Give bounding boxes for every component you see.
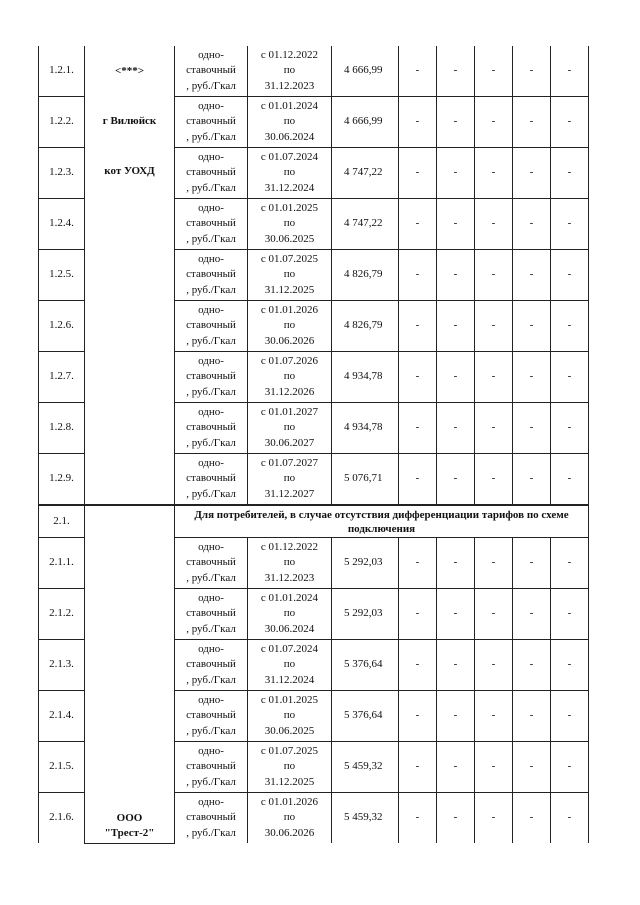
empty-value: - bbox=[513, 538, 551, 589]
empty-value: - bbox=[475, 538, 513, 589]
empty-value: - bbox=[399, 97, 437, 148]
period-line: с 01.12.2022 bbox=[260, 48, 319, 61]
empty-value: - bbox=[437, 199, 475, 250]
tariff-unit-line: ставочный bbox=[186, 421, 236, 434]
organization-line: г Вилюйск bbox=[102, 115, 157, 127]
empty-value: - bbox=[475, 742, 513, 793]
price-value: 4 934,78 bbox=[332, 352, 399, 403]
price-value: 4 747,22 bbox=[332, 148, 399, 199]
empty-value: - bbox=[437, 538, 475, 589]
table-row bbox=[39, 46, 589, 97]
empty-value: - bbox=[551, 403, 589, 454]
period-line: по bbox=[283, 421, 296, 434]
tariff-table bbox=[38, 46, 589, 844]
empty-value: - bbox=[437, 46, 475, 97]
period-line: по bbox=[283, 472, 296, 485]
period-line: 31.12.2024 bbox=[264, 181, 315, 194]
tariff-unit-line: , руб./Гкал bbox=[186, 385, 236, 398]
tariff-unit-line: одно- bbox=[198, 744, 224, 757]
empty-value: - bbox=[399, 46, 437, 97]
tariff-unit-cell bbox=[175, 538, 248, 589]
empty-value: - bbox=[399, 199, 437, 250]
empty-value: - bbox=[551, 589, 589, 640]
period-cell bbox=[248, 589, 332, 640]
period-cell bbox=[248, 793, 332, 844]
period-line: по bbox=[283, 64, 296, 77]
organization-name: ООО "Трест-2" bbox=[104, 811, 155, 839]
price-value: 5 292,03 bbox=[332, 589, 399, 640]
price-value: 4 666,99 bbox=[332, 46, 399, 97]
tariff-unit-cell bbox=[175, 793, 248, 844]
period-line: по bbox=[283, 370, 296, 383]
period-line: по bbox=[283, 811, 296, 824]
empty-value: - bbox=[399, 148, 437, 199]
tariff-unit-cell bbox=[175, 589, 248, 640]
row-number: 1.2.1. bbox=[39, 46, 85, 97]
period-line: 30.06.2024 bbox=[264, 622, 315, 635]
tariff-unit-line: , руб./Гкал bbox=[186, 79, 236, 92]
empty-value: - bbox=[475, 148, 513, 199]
period-line: по bbox=[283, 607, 296, 620]
tariff-unit-cell bbox=[175, 352, 248, 403]
empty-value: - bbox=[551, 640, 589, 691]
tariff-unit-line: , руб./Гкал bbox=[186, 283, 236, 296]
empty-value: - bbox=[399, 589, 437, 640]
price-value: 4 666,99 bbox=[332, 97, 399, 148]
price-value: 5 459,32 bbox=[332, 742, 399, 793]
empty-value: - bbox=[475, 301, 513, 352]
period-line: по bbox=[283, 709, 296, 722]
tariff-unit-line: , руб./Гкал bbox=[186, 130, 236, 143]
section-header-text: Для потребителей, в случае отсутствия дифференциации тарифов по схеме подключения bbox=[175, 505, 589, 538]
organization-stack bbox=[85, 46, 174, 504]
row-number: 2.1.2. bbox=[39, 589, 85, 640]
tariff-unit-cell bbox=[175, 250, 248, 301]
empty-value: - bbox=[437, 352, 475, 403]
row-number: 1.2.5. bbox=[39, 250, 85, 301]
empty-value: - bbox=[475, 589, 513, 640]
period-line: по bbox=[283, 166, 296, 179]
empty-value: - bbox=[513, 742, 551, 793]
tariff-unit-line: одно- bbox=[198, 693, 224, 706]
period-line: с 01.12.2022 bbox=[260, 540, 319, 553]
tariff-unit-cell bbox=[175, 199, 248, 250]
period-line: 31.12.2024 bbox=[264, 673, 315, 686]
row-number: 1.2.3. bbox=[39, 148, 85, 199]
row-number: 2.1.5. bbox=[39, 742, 85, 793]
tariff-unit-line: , руб./Гкал bbox=[186, 436, 236, 449]
tariff-unit-line: одно- bbox=[198, 591, 224, 604]
empty-value: - bbox=[551, 199, 589, 250]
empty-value: - bbox=[475, 46, 513, 97]
empty-value: - bbox=[437, 250, 475, 301]
period-cell bbox=[248, 403, 332, 454]
empty-value: - bbox=[399, 250, 437, 301]
tariff-unit-cell bbox=[175, 301, 248, 352]
period-line: по bbox=[283, 760, 296, 773]
tariff-unit-line: одно- bbox=[198, 252, 224, 265]
empty-value: - bbox=[475, 793, 513, 844]
empty-value: - bbox=[437, 793, 475, 844]
tariff-unit-line: , руб./Гкал bbox=[186, 232, 236, 245]
empty-value: - bbox=[513, 640, 551, 691]
period-line: 31.12.2025 bbox=[264, 283, 315, 296]
tariff-unit-line: одно- bbox=[198, 48, 224, 61]
empty-value: - bbox=[399, 301, 437, 352]
tariff-unit-line: ставочный bbox=[186, 166, 236, 179]
empty-value: - bbox=[551, 454, 589, 506]
tariff-unit-line: одно- bbox=[198, 354, 224, 367]
empty-value: - bbox=[513, 793, 551, 844]
tariff-unit-cell bbox=[175, 454, 248, 506]
empty-value: - bbox=[551, 97, 589, 148]
price-value: 5 292,03 bbox=[332, 538, 399, 589]
empty-value: - bbox=[437, 301, 475, 352]
period-line: с 01.01.2026 bbox=[260, 303, 319, 316]
empty-value: - bbox=[399, 403, 437, 454]
tariff-unit-line: ставочный bbox=[186, 115, 236, 128]
tariff-unit-line: ставочный bbox=[186, 268, 236, 281]
empty-value: - bbox=[437, 454, 475, 506]
period-cell bbox=[248, 46, 332, 97]
period-line: с 01.07.2026 bbox=[260, 354, 319, 367]
price-value: 4 934,78 bbox=[332, 403, 399, 454]
period-cell bbox=[248, 301, 332, 352]
empty-value: - bbox=[513, 250, 551, 301]
organization-cell-2 bbox=[85, 505, 175, 843]
empty-value: - bbox=[399, 742, 437, 793]
tariff-unit-line: одно- bbox=[198, 150, 224, 163]
period-line: с 01.07.2024 bbox=[260, 642, 319, 655]
row-number: 2.1.3. bbox=[39, 640, 85, 691]
organization-line: кот УОХД bbox=[104, 165, 155, 177]
tariff-unit-line: одно- bbox=[198, 303, 224, 316]
tariff-unit-line: , руб./Гкал bbox=[186, 487, 236, 500]
tariff-unit-line: одно- bbox=[198, 642, 224, 655]
empty-value: - bbox=[437, 589, 475, 640]
period-line: с 01.01.2025 bbox=[260, 201, 319, 214]
tariff-unit-line: ставочный bbox=[186, 556, 236, 569]
tariff-unit-line: ставочный bbox=[186, 217, 236, 230]
tariff-unit-line: , руб./Гкал bbox=[186, 724, 236, 737]
tariff-unit-cell bbox=[175, 691, 248, 742]
tariff-unit-line: , руб./Гкал bbox=[186, 826, 236, 839]
tariff-table-body bbox=[39, 46, 589, 843]
period-line: по bbox=[283, 115, 296, 128]
price-value: 5 376,64 bbox=[332, 691, 399, 742]
tariff-unit-line: ставочный bbox=[186, 811, 236, 824]
empty-value: - bbox=[475, 640, 513, 691]
period-line: с 01.01.2026 bbox=[260, 795, 319, 808]
empty-value: - bbox=[475, 199, 513, 250]
empty-value: - bbox=[551, 46, 589, 97]
period-line: 30.06.2025 bbox=[264, 724, 315, 737]
period-line: 31.12.2023 bbox=[264, 79, 315, 92]
tariff-unit-line: одно- bbox=[198, 201, 224, 214]
tariff-unit-line: ставочный bbox=[186, 370, 236, 383]
period-line: 30.06.2026 bbox=[264, 334, 315, 347]
price-value: 4 826,79 bbox=[332, 301, 399, 352]
empty-value: - bbox=[513, 46, 551, 97]
tariff-unit-line: ставочный bbox=[186, 760, 236, 773]
tariff-unit-line: , руб./Гкал bbox=[186, 181, 236, 194]
tariff-unit-line: , руб./Гкал bbox=[186, 673, 236, 686]
period-cell bbox=[248, 148, 332, 199]
empty-value: - bbox=[551, 691, 589, 742]
empty-value: - bbox=[551, 538, 589, 589]
empty-value: - bbox=[513, 301, 551, 352]
tariff-unit-cell bbox=[175, 742, 248, 793]
tariff-unit-line: одно- bbox=[198, 540, 224, 553]
period-line: с 01.01.2024 bbox=[260, 99, 319, 112]
price-value: 5 076,71 bbox=[332, 454, 399, 506]
period-line: по bbox=[283, 217, 296, 230]
empty-value: - bbox=[475, 691, 513, 742]
tariff-unit-line: ставочный bbox=[186, 64, 236, 77]
empty-value: - bbox=[551, 793, 589, 844]
period-line: по bbox=[283, 556, 296, 569]
organization-cell bbox=[85, 46, 175, 505]
tariff-unit-cell bbox=[175, 640, 248, 691]
tariff-unit-cell bbox=[175, 403, 248, 454]
organization-line: <***> bbox=[114, 65, 145, 77]
empty-value: - bbox=[437, 97, 475, 148]
empty-value: - bbox=[513, 97, 551, 148]
empty-value: - bbox=[399, 691, 437, 742]
period-line: с 01.01.2024 bbox=[260, 591, 319, 604]
empty-value: - bbox=[475, 454, 513, 506]
period-line: 30.06.2026 bbox=[264, 826, 315, 839]
empty-value: - bbox=[399, 538, 437, 589]
tariff-unit-line: ставочный bbox=[186, 709, 236, 722]
empty-value: - bbox=[475, 250, 513, 301]
period-cell bbox=[248, 97, 332, 148]
period-cell bbox=[248, 352, 332, 403]
empty-value: - bbox=[551, 250, 589, 301]
empty-value: - bbox=[475, 352, 513, 403]
tariff-unit-cell bbox=[175, 97, 248, 148]
empty-value: - bbox=[475, 97, 513, 148]
period-line: с 01.01.2027 bbox=[260, 405, 319, 418]
tariff-unit-line: ставочный bbox=[186, 607, 236, 620]
tariff-unit-cell bbox=[175, 148, 248, 199]
period-cell bbox=[248, 454, 332, 506]
row-number: 2.1.6. bbox=[39, 793, 85, 844]
empty-value: - bbox=[513, 589, 551, 640]
empty-value: - bbox=[551, 148, 589, 199]
tariff-unit-line: одно- bbox=[198, 795, 224, 808]
period-line: 31.12.2026 bbox=[264, 385, 315, 398]
period-line: по bbox=[283, 268, 296, 281]
row-number: 2.1.4. bbox=[39, 691, 85, 742]
tariff-unit-line: , руб./Гкал bbox=[186, 334, 236, 347]
empty-value: - bbox=[437, 640, 475, 691]
empty-value: - bbox=[551, 301, 589, 352]
empty-value: - bbox=[399, 640, 437, 691]
empty-value: - bbox=[551, 742, 589, 793]
empty-value: - bbox=[513, 148, 551, 199]
tariff-unit-line: одно- bbox=[198, 456, 224, 469]
row-number: 1.2.2. bbox=[39, 97, 85, 148]
row-number: 1.2.6. bbox=[39, 301, 85, 352]
empty-value: - bbox=[513, 199, 551, 250]
section-header-row bbox=[39, 505, 589, 538]
period-line: с 01.07.2024 bbox=[260, 150, 319, 163]
period-line: с 01.07.2025 bbox=[260, 252, 319, 265]
empty-value: - bbox=[551, 352, 589, 403]
period-line: с 01.01.2025 bbox=[260, 693, 319, 706]
tariff-unit-line: одно- bbox=[198, 405, 224, 418]
period-cell bbox=[248, 742, 332, 793]
section-number: 2.1. bbox=[39, 505, 85, 538]
row-number: 2.1.1. bbox=[39, 538, 85, 589]
period-line: с 01.07.2025 bbox=[260, 744, 319, 757]
tariff-unit-line: , руб./Гкал bbox=[186, 571, 236, 584]
price-value: 4 747,22 bbox=[332, 199, 399, 250]
row-number: 1.2.4. bbox=[39, 199, 85, 250]
empty-value: - bbox=[437, 148, 475, 199]
empty-value: - bbox=[513, 454, 551, 506]
period-line: 30.06.2027 bbox=[264, 436, 315, 449]
row-number: 1.2.8. bbox=[39, 403, 85, 454]
empty-value: - bbox=[513, 403, 551, 454]
tariff-unit-line: ставочный bbox=[186, 472, 236, 485]
row-number: 1.2.7. bbox=[39, 352, 85, 403]
price-value: 5 459,32 bbox=[332, 793, 399, 844]
empty-value: - bbox=[399, 352, 437, 403]
empty-value: - bbox=[437, 691, 475, 742]
tariff-unit-line: ставочный bbox=[186, 658, 236, 671]
period-line: 31.12.2023 bbox=[264, 571, 315, 584]
empty-value: - bbox=[399, 793, 437, 844]
tariff-unit-line: ставочный bbox=[186, 319, 236, 332]
tariff-unit-line: одно- bbox=[198, 99, 224, 112]
tariff-unit-line: , руб./Гкал bbox=[186, 622, 236, 635]
price-value: 4 826,79 bbox=[332, 250, 399, 301]
empty-value: - bbox=[475, 403, 513, 454]
period-line: 31.12.2027 bbox=[264, 487, 315, 500]
price-value: 5 376,64 bbox=[332, 640, 399, 691]
period-line: 30.06.2025 bbox=[264, 232, 315, 245]
period-line: по bbox=[283, 658, 296, 671]
period-cell bbox=[248, 640, 332, 691]
empty-value: - bbox=[437, 403, 475, 454]
period-line: 30.06.2024 bbox=[264, 130, 315, 143]
period-cell bbox=[248, 250, 332, 301]
period-line: 31.12.2025 bbox=[264, 775, 315, 788]
empty-value: - bbox=[399, 454, 437, 506]
tariff-unit-cell bbox=[175, 46, 248, 97]
period-cell bbox=[248, 691, 332, 742]
tariff-unit-line: , руб./Гкал bbox=[186, 775, 236, 788]
period-cell bbox=[248, 199, 332, 250]
empty-value: - bbox=[513, 691, 551, 742]
period-line: с 01.07.2027 bbox=[260, 456, 319, 469]
empty-value: - bbox=[437, 742, 475, 793]
period-line: по bbox=[283, 319, 296, 332]
period-cell bbox=[248, 538, 332, 589]
row-number: 1.2.9. bbox=[39, 454, 85, 506]
empty-value: - bbox=[513, 352, 551, 403]
